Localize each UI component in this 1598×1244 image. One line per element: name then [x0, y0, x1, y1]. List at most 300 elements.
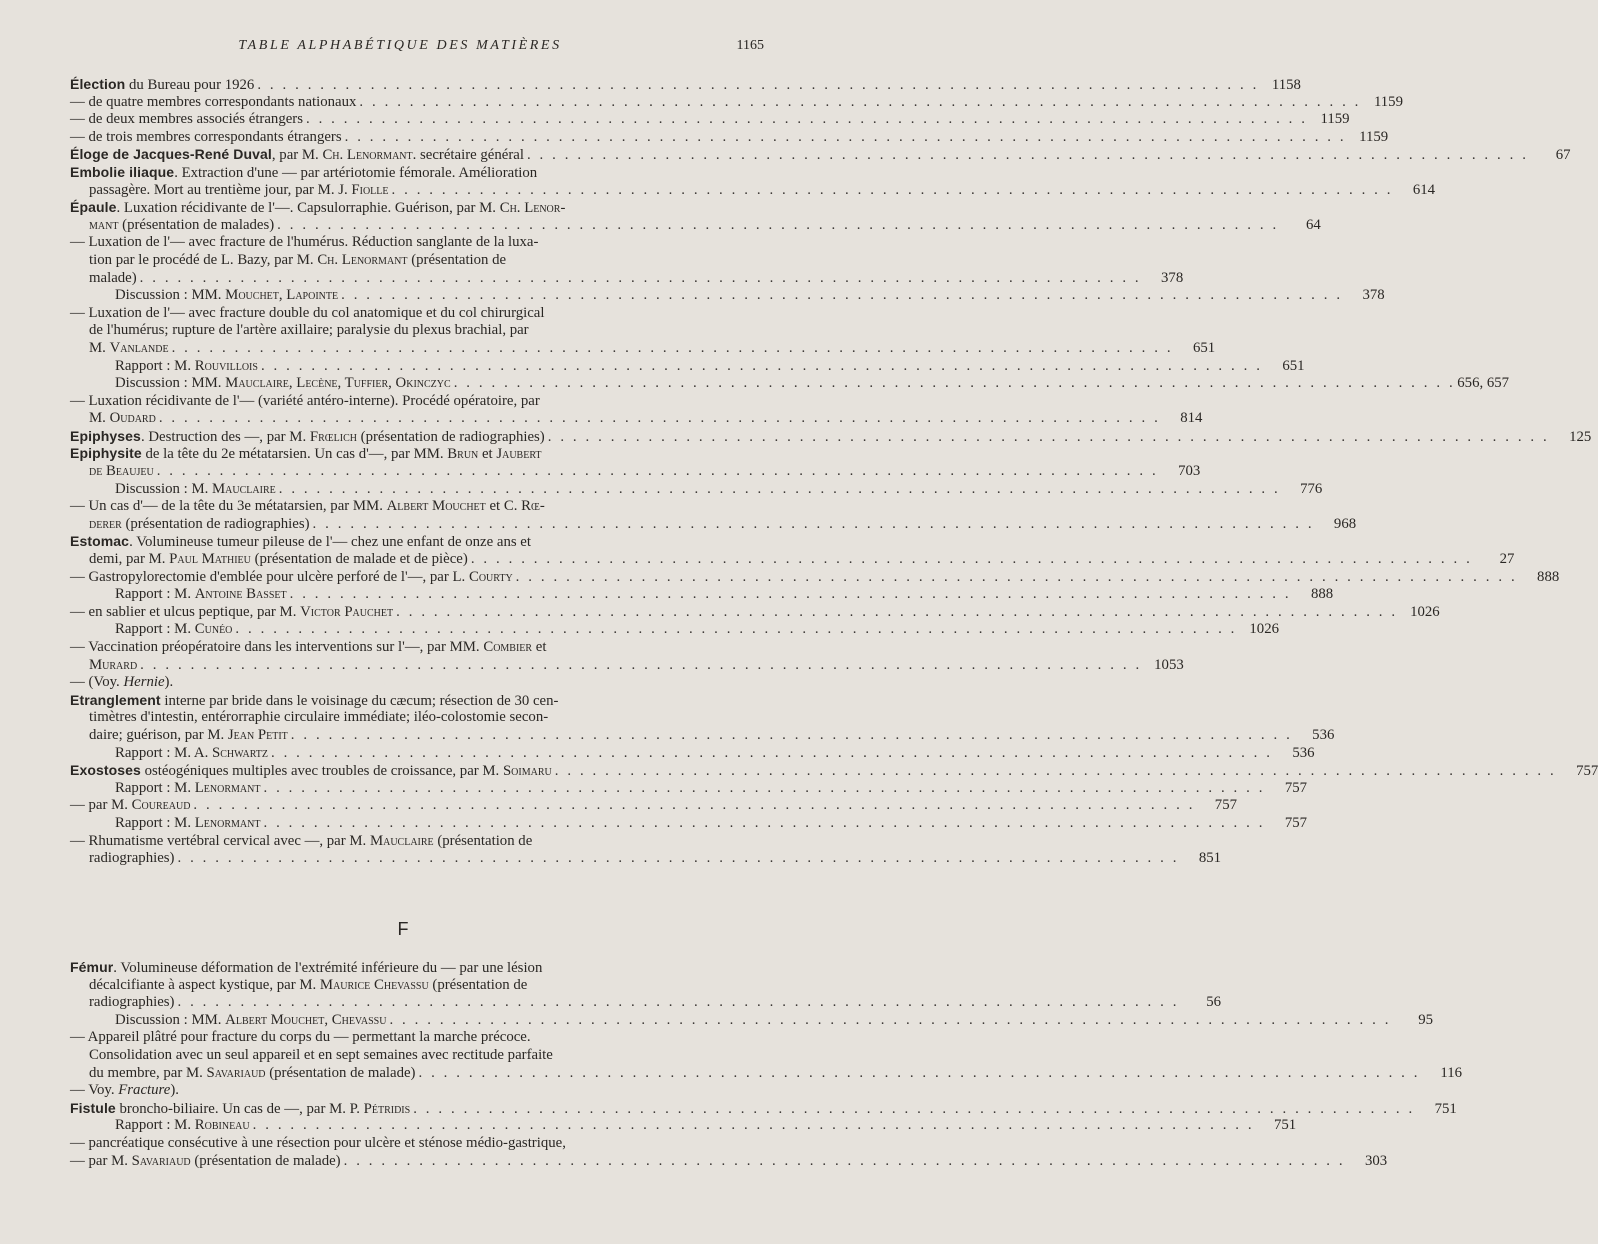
page-reference: 378: [1161, 269, 1184, 286]
entry-text: [70, 234, 538, 252]
entry-text-part: . Luxation récidivante de l'—. Capsulorraphie. Guérison, par M.: [116, 200, 500, 217]
entry-text-part: . Volumineuse tumeur pileuse de l'— chez une enfant de onze ans et: [129, 534, 531, 551]
index-entry-continuation: [70, 977, 736, 995]
entry-text-part: du Bureau pour 1926: [125, 77, 255, 93]
page-reference: 95: [1418, 1011, 1434, 1028]
entry-heading: Élection: [70, 76, 126, 92]
page-title: TABLE ALPHABÉTIQUE DES MATIÈRES: [238, 38, 562, 53]
entry-text-part: . Destruction des —, par M.: [140, 428, 310, 445]
index-entry: [70, 568, 1560, 587]
entry-text-part: Discussion : M.: [115, 480, 213, 497]
index-entry: [70, 146, 1571, 164]
dot-leader: . . . . . . . . . . . . . . . . . . . . . . . . . . . . . . . . . . . . . . . . . . . . . . . . . . . . . . . . . . . . . . . . . . . . . . . . . . . . . . . .: [156, 463, 1159, 480]
dot-leader: . . . . . . . . . . . . . . . . . . . . . . . . . . . . . . . . . . . . . . . . . . . . . . . . . . . . . . . . . . . . . . . . . . . . . . . . . . . . . . . .: [139, 269, 1142, 286]
page-reference: 614: [1412, 181, 1436, 198]
page-reference: 536: [1292, 744, 1315, 761]
author-name: Albert Mouchet: [386, 498, 486, 515]
page-reference: 125: [1569, 428, 1592, 445]
entry-text-part: — par M.: [70, 1152, 132, 1169]
dot-leader: . . . . . . . . . . . . . . . . . . . . . . . . . . . . . . . . . . . . . . . . . . . . . . . . . . . . . . . . . . . . . . . . . . . . . . . . . . . . . . . .: [341, 287, 1343, 304]
dot-leader: . . . . . . . . . . . . . . . . . . . . . . . . . . . . . . . . . . . . . . . . . . . . . . . . . . . . . . . . . . . . . . . . . . . . . . . . . . . . . . . .: [526, 147, 1529, 164]
entry-text-part: ).: [164, 674, 174, 691]
index-entry: [70, 692, 736, 710]
entry-text: [115, 586, 287, 604]
index-entry: [70, 76, 1301, 94]
dot-leader: . . . . . . . . . . . . . . . . . . . . . . . . . . . . . . . . . . . . . . . . . . . . . . . . . . . . . . . . . . . . . . . . . . . . . . . . . . . . . . . .: [396, 603, 1398, 620]
page-reference: 757: [1576, 763, 1598, 780]
author-name: Oudard: [109, 410, 156, 427]
entry-text-part: Rapport : M.: [115, 621, 195, 638]
dot-leader: . . . . . . . . . . . . . . . . . . . . . . . . . . . . . . . . . . . . . . . . . . . . . . . . . . . . . . . . . . . . . . . . . . . . . . . . . . . . . . . .: [547, 428, 1550, 445]
index-entry: [70, 199, 736, 217]
entry-text-part: tion par le procédé de L. Bazy, par M.: [89, 251, 318, 268]
entry-text: [89, 657, 137, 675]
entry-text-part: Discussion : MM.: [115, 375, 226, 392]
entry-text: [70, 1029, 531, 1047]
author-name: Frœlich: [309, 428, 357, 445]
entry-text-part: Rapport : M.: [115, 1117, 195, 1134]
entry-text-part: (présentation de radiographies): [356, 428, 545, 445]
entry-heading: Embolie iliaque: [70, 163, 175, 180]
dot-leader: . . . . . . . . . . . . . . . . . . . . . . . . . . . . . . . . . . . . . . . . . . . . . . . . . . . . . . . . . . . . . . . . . . . . . . . . . . . . . . . .: [193, 797, 1195, 814]
entry-text-part: broncho-biliaire. Un cas de —, par M. P.: [115, 1100, 364, 1117]
page-reference: 651: [1282, 357, 1305, 374]
dot-leader: . . . . . . . . . . . . . . . . . . . . . . . . . . . . . . . . . . . . . . . . . . . . . . . . . . . . . . . . . . . . . . . . . . . . . . . . . . . . . . . .: [140, 656, 1142, 673]
entry-text-part: — pancréatique consécutive à une résection pour ulcère et sténose médio-gastrique,: [70, 1134, 566, 1151]
index-entry-continuation: [70, 322, 736, 340]
index-entry: [70, 959, 736, 977]
entry-text: [70, 959, 542, 978]
entry-text: [115, 358, 258, 376]
entry-text-part: Consolidation avec un seul appareil et en sept semaines avec rectitude parfaite: [89, 1046, 553, 1063]
entry-heading: Estomac: [70, 533, 130, 550]
page-reference: 776: [1300, 480, 1323, 497]
dot-leader: . . . . . . . . . . . . . . . . . . . . . . . . . . . . . . . . . . . . . . . . . . . . . . . . . . . . . . . . . . . . . . . . . . . . . . . . . . . . . . . .: [389, 1011, 1392, 1028]
entry-heading: Exostoses: [70, 762, 141, 779]
index-entry: [70, 445, 736, 463]
entry-text: [89, 1047, 553, 1065]
author-name: de Beaujeu: [89, 463, 154, 480]
entry-text: [89, 182, 389, 200]
entry-heading: Fistule: [70, 1099, 116, 1116]
entry-text: [70, 1100, 410, 1119]
entry-text-part: — de deux membres associés étrangers: [70, 111, 303, 128]
author-name: Coureaud: [131, 797, 191, 814]
dot-leader: . . . . . . . . . . . . . . . . . . . . . . . . . . . . . . . . . . . . . . . . . . . . . . . . . . . . . . . . . . . . . . . . . . . . . . . . . . . . . . . .: [235, 621, 1237, 638]
page-reference: 814: [1180, 410, 1203, 427]
index-entry: [70, 1152, 1388, 1171]
entry-text: [70, 797, 190, 815]
entry-text: [70, 1135, 566, 1153]
dot-leader: . . . . . . . . . . . . . . . . . . . . . . . . . . . . . . . . . . . . . . . . . . . . . . . . . . . . . . . . . . . . . . . . . . . . . . . . . . . . . . . .: [277, 216, 1279, 233]
entry-text: [70, 164, 537, 183]
entry-text-part: ).: [170, 1082, 179, 1099]
author-name: Paul Mathieu: [169, 551, 251, 568]
entry-text-part: (présentation de malades): [118, 216, 275, 233]
index-subentry: [70, 1011, 1434, 1030]
dot-leader: . . . . . . . . . . . . . . . . . . . . . . . . . . . . . . . . . . . . . . . . . . . . . . . . . . . . . . . . . . . . . . . . . . . . . . . . . . . . . . . .: [270, 744, 1273, 761]
index-entry-continuation: [70, 726, 1335, 745]
dot-leader: . . . . . . . . . . . . . . . . . . . . . . . . . . . . . . . . . . . . . . . . . . . . . . . . . . . . . . . . . . . . . . . . . . . . . . . . . . . . . . . .: [171, 339, 1174, 356]
index-entry-continuation: [70, 709, 736, 727]
index-entry: [70, 797, 1237, 815]
entry-text-part: Fracture: [118, 1082, 171, 1099]
index-entry-continuation: [70, 1064, 1463, 1083]
entry-text-part: et: [532, 639, 547, 655]
index-entry-continuation: [70, 216, 1321, 235]
entry-text: [89, 850, 174, 868]
page-reference: 1159: [1373, 93, 1403, 110]
dot-leader: . . . . . . . . . . . . . . . . . . . . . . . . . . . . . . . . . . . . . . . . . . . . . . . . . . . . . . . . . . . . . . . . . . . . . . . . . . . . . . . .: [554, 763, 1557, 780]
index-subentry: [70, 621, 1279, 639]
entry-text: [89, 1065, 415, 1083]
page-reference: 536: [1312, 726, 1335, 743]
author-name: Brun: [447, 446, 479, 463]
dot-leader: . . . . . . . . . . . . . . . . . . . . . . . . . . . . . . . . . . . . . . . . . . . . . . . . . . . . . . . . . . . . . . . . . . . . . . . . . . . . . . . .: [418, 1064, 1421, 1081]
entry-heading: Epiphyses: [70, 427, 141, 444]
index-subentry: [70, 357, 1305, 376]
entry-text-part: passagère. Mort au trentième jour, par M. J.: [89, 181, 352, 198]
entry-text: [89, 217, 274, 235]
dot-leader: . . . . . . . . . . . . . . . . . . . . . . . . . . . . . . . . . . . . . . . . . . . . . . . . . . . . . . . . . . . . . . . . . . . . . . . . . . . . . . . .: [312, 515, 1315, 532]
index-subentry: [70, 375, 1510, 393]
entry-text-part: (présentation de: [407, 251, 507, 268]
entry-text-part: du membre, par M.: [89, 1064, 207, 1081]
index-entry-continuation: [70, 656, 1184, 675]
page-reference: 751: [1274, 1117, 1297, 1134]
page-reference: 651: [1192, 339, 1216, 356]
entry-text: [70, 498, 545, 516]
index-entry-continuation: [70, 850, 1222, 868]
index-entry: [70, 1029, 736, 1047]
page-reference: 1053: [1154, 656, 1184, 673]
entry-text-part: malade): [89, 269, 137, 286]
index-entry: [70, 128, 1389, 147]
author-name: Mouchet, Lapointe: [225, 287, 339, 304]
page-reference: 64: [1305, 216, 1321, 233]
index-subentry: [70, 744, 1315, 763]
author-name: Mauclaire: [212, 480, 276, 497]
index-entry: [70, 93, 1403, 112]
author-name: Lenormant: [194, 814, 261, 831]
entry-text: [115, 1012, 386, 1030]
author-name: Savariaud: [131, 1152, 191, 1169]
entry-text-part: Rapport : M. A.: [115, 744, 213, 761]
page-reference: 27: [1499, 551, 1515, 568]
page-reference: 1159: [1320, 111, 1350, 128]
entry-text-part: Discussion : MM.: [115, 1011, 226, 1028]
section-letter: F: [397, 919, 409, 939]
index-entry: [70, 234, 736, 252]
page-reference: 888: [1310, 586, 1334, 603]
index-entry: [70, 305, 736, 323]
entry-text-part: — Luxation de l'— avec fracture de l'humérus. Réduction sanglante de la luxa-: [70, 234, 539, 251]
entry-heading: Epiphysite: [70, 445, 142, 462]
entry-text-part: — Un cas d'— de la tête du 3e métatarsien, par MM.: [70, 498, 387, 515]
dot-leader: . . . . . . . . . . . . . . . . . . . . . . . . . . . . . . . . . . . . . . . . . . . . . . . . . . . . . . . . . . . . . . . . . . . . . . . . . . . . . . . .: [413, 1100, 1415, 1117]
author-name: Lenormant: [194, 779, 261, 796]
entry-text-part: radiographies): [89, 850, 175, 867]
author-name: Robineau: [194, 1117, 250, 1134]
index-entry-continuation: [70, 252, 736, 270]
author-name: Rouvillois: [194, 357, 258, 374]
entry-text: [115, 815, 260, 833]
index-entry: [70, 1082, 736, 1100]
entry-text-part: Hernie: [123, 674, 165, 691]
entry-text-part: — Luxation récidivante de l'— (variété antéro-interne). Procédé opératoire, par: [70, 392, 540, 409]
index-entry: [70, 833, 736, 851]
entry-text: [70, 199, 565, 218]
page-number: 1165: [736, 38, 764, 53]
index-entry: [70, 533, 736, 551]
page-reference: 378: [1362, 287, 1385, 304]
entry-text-part: M.: [89, 410, 110, 427]
author-name: Soimaru: [502, 763, 552, 780]
entry-text: [89, 270, 137, 288]
page-reference: 851: [1198, 850, 1222, 867]
author-name: Savariaud: [206, 1064, 266, 1081]
index-entry: [70, 427, 1592, 446]
entry-text: [89, 977, 527, 995]
dot-leader: . . . . . . . . . . . . . . . . . . . . . . . . . . . . . . . . . . . . . . . . . . . . . . . . . . . . . . . . . . . . . . . . . . . . . . . . . . . . . . . .: [263, 779, 1266, 796]
entry-text-part: de la tête du 2e métatarsien. Un cas d'—, par MM.: [141, 446, 448, 463]
entry-text: [89, 410, 156, 428]
author-name: Mauclaire: [369, 832, 434, 849]
author-name: Cunéo: [194, 621, 233, 638]
entry-text-part: Rapport : M.: [115, 814, 195, 831]
entry-text-part: Rapport : M.: [115, 586, 195, 603]
entry-text-part: — par M.: [70, 797, 132, 814]
entry-text: [70, 94, 356, 112]
entry-text: [89, 994, 174, 1012]
entry-text-part: Rapport : M.: [115, 779, 195, 796]
index-entry-continuation: [70, 551, 1515, 569]
author-name: Rœ-: [521, 498, 545, 515]
index-entry-continuation: [70, 269, 1184, 288]
author-name: Victor Pauchet: [300, 603, 394, 620]
page-reference: 56: [1206, 994, 1222, 1011]
entry-text-part: — de quatre membres correspondants nationaux: [70, 93, 357, 110]
entry-text-part: Rapport : M.: [115, 357, 195, 374]
entry-text-part: daire; guérison, par M.: [89, 726, 228, 743]
entry-text: [70, 639, 546, 657]
entry-text: [89, 516, 310, 534]
entry-text-part: , par M.: [271, 147, 323, 164]
index-entry: [70, 498, 736, 516]
entry-text: [115, 375, 451, 393]
entry-heading: Éloge de Jacques-René Duval: [70, 146, 272, 163]
dot-leader: . . . . . . . . . . . . . . . . . . . . . . . . . . . . . . . . . . . . . . . . . . . . . . . . . . . . . . . . . . . . . . . . . . . . . . . . . . . . . . . .: [515, 568, 1518, 585]
entry-text-part: — (Voy.: [70, 674, 124, 691]
entry-text-part: et C.: [485, 498, 522, 515]
entry-text: [70, 533, 531, 552]
entry-text: [70, 305, 545, 323]
author-name: Albert Mouchet, Chevassu: [225, 1011, 387, 1028]
index-section-f: [70, 903, 1463, 1170]
entry-text-part: ostéogéniques multiples avec troubles de croissance, par M.: [140, 763, 503, 780]
dot-leader: . . . . . . . . . . . . . . . . . . . . . . . . . . . . . . . . . . . . . . . . . . . . . . . . . . . . . . . . . . . . . . . . . . . . . . . . . . . . . . . .: [158, 410, 1161, 427]
entry-text: [70, 604, 393, 622]
entry-heading: Etranglement: [70, 691, 161, 708]
entry-text-part: . secrétaire général: [412, 147, 524, 164]
dot-leader: . . . . . . . . . . . . . . . . . . . . . . . . . . . . . . . . . . . . . . . . . . . . . . . . . . . . . . . . . . . . . . . . . . . . . . . . . . . . . . . .: [344, 128, 1347, 145]
entry-text-part: (présentation de: [428, 976, 528, 993]
entry-text: [70, 428, 545, 447]
author-name: Mauclaire, Lecène, Tuffier, Okinczyc: [225, 375, 451, 392]
entry-text-part: (présentation de: [433, 832, 533, 849]
author-name: Ch. Lenor-: [499, 200, 566, 217]
page-reference: 1159: [1359, 128, 1389, 145]
index-entry: [70, 1135, 736, 1153]
index-entry-continuation: [70, 515, 1357, 534]
author-name: derer: [89, 515, 122, 532]
entry-text: [70, 674, 173, 692]
entry-text-part: (présentation de malade et de pièce): [250, 551, 468, 568]
entry-text-part: — en sablier et ulcus peptique, par M.: [70, 603, 301, 620]
entry-text-part: — Appareil plâtré pour fracture du corps du — permettant la marche précoce.: [70, 1029, 531, 1046]
page-reference: 1026: [1249, 621, 1279, 638]
dot-leader: . . . . . . . . . . . . . . . . . . . . . . . . . . . . . . . . . . . . . . . . . . . . . . . . . . . . . . . . . . . . . . . . . . . . . . . . . . . . . . . .: [359, 93, 1361, 110]
entry-text: [70, 1153, 341, 1171]
page-reference: 757: [1214, 797, 1237, 814]
page-reference: 1158: [1271, 77, 1301, 93]
entry-text: [70, 393, 540, 411]
entry-text: [70, 833, 532, 851]
entry-text: [115, 1117, 250, 1135]
dot-leader: . . . . . . . . . . . . . . . . . . . . . . . . . . . . . . . . . . . . . . . . . . . . . . . . . . . . . . . . . . . . . . . . . . . . . . . . . . . . . . . .: [305, 111, 1308, 128]
entry-text: [115, 745, 268, 763]
entry-text: [70, 111, 303, 129]
entry-text: [70, 146, 524, 165]
page-reference: 968: [1333, 515, 1357, 532]
entry-text-part: M.: [89, 339, 110, 356]
dot-leader: . . . . . . . . . . . . . . . . . . . . . . . . . . . . . . . . . . . . . . . . . . . . . . . . . . . . . . . . . . . . . . . . . . . . . . . . . . . . . . . .: [453, 375, 1456, 392]
index-subentry: [70, 779, 1308, 798]
index-subentry: [70, 586, 1334, 604]
entry-text-part: décalcifiante à aspect kystique, par M.: [89, 976, 320, 993]
entry-text: [89, 322, 529, 340]
entry-text-part: — Gastropylorectomie d'emblée pour ulcère perforé de l'—, par L.: [70, 568, 469, 585]
page-reference: 757: [1284, 814, 1308, 831]
entry-text-part: . Volumineuse déformation de l'extrémité inférieure du — par une lésion: [113, 960, 543, 976]
entry-text-part: — Vaccination préopératoire dans les interventions sur l'—, par MM.: [70, 639, 484, 655]
author-name: Ch. Lenormant: [322, 147, 413, 164]
index-entry-continuation: [70, 994, 1222, 1012]
entry-text: [89, 252, 506, 270]
index-entry-continuation: [70, 1047, 736, 1065]
author-name: Courty: [468, 568, 513, 585]
entry-text-part: — de trois membres correspondants étrangers: [70, 128, 342, 145]
author-name: Jaubert: [496, 446, 542, 463]
author-name: Murard: [89, 656, 138, 673]
entry-text-part: — Luxation de l'— avec fracture double du col anatomique et du col chirurgical: [70, 304, 545, 321]
entry-text: [70, 692, 558, 711]
dot-leader: . . . . . . . . . . . . . . . . . . . . . . . . . . . . . . . . . . . . . . . . . . . . . . . . . . . . . . . . . . . . . . . . . . . . . . . . . . . . . . . .: [257, 77, 1259, 93]
entry-text-part: — Rhumatisme vertébral cervical avec —, par M.: [70, 832, 370, 849]
index-entry-continuation: [70, 463, 1201, 481]
index-section-e: [70, 76, 1598, 868]
entry-text: [70, 76, 254, 95]
entry-text: [70, 569, 513, 587]
dot-leader: . . . . . . . . . . . . . . . . . . . . . . . . . . . . . . . . . . . . . . . . . . . . . . . . . . . . . . . . . . . . . . . . . . . . . . . . . . . . . . . .: [263, 814, 1266, 831]
entry-text: [89, 340, 169, 358]
index-entry: [70, 393, 736, 411]
dot-leader: . . . . . . . . . . . . . . . . . . . . . . . . . . . . . . . . . . . . . . . . . . . . . . . . . . . . . . . . . . . . . . . . . . . . . . . . . . . . . . . .: [252, 1117, 1255, 1134]
entry-text: [115, 621, 232, 639]
author-name: Maurice Chevassu: [319, 976, 429, 993]
index-lines: [70, 959, 1463, 1170]
index-entry: [70, 674, 736, 692]
index-entry-continuation: [70, 410, 1203, 428]
author-name: Vanlande: [109, 339, 169, 356]
entry-text: [89, 551, 468, 569]
entry-text: [89, 709, 548, 727]
author-name: Ch. Lenormant: [317, 251, 408, 268]
index-entry: [70, 762, 1598, 780]
index-subentry: [70, 814, 1308, 833]
page-reference: 757: [1284, 779, 1308, 796]
entry-text-part: . Extraction d'une — par artériotomie fémorale. Amélioration: [174, 164, 538, 181]
page-reference: 303: [1364, 1152, 1388, 1169]
author-name: Pétridis: [363, 1100, 411, 1117]
page-reference: 116: [1440, 1064, 1463, 1081]
dot-leader: . . . . . . . . . . . . . . . . . . . . . . . . . . . . . . . . . . . . . . . . . . . . . . . . . . . . . . . . . . . . . . . . . . . . . . . . . . . . . . . .: [260, 357, 1263, 374]
entry-text: [115, 287, 338, 305]
page-reference: 703: [1178, 463, 1201, 480]
running-header: [0, 38, 800, 58]
entry-text-part: et: [478, 446, 497, 463]
index-entry: [70, 639, 736, 657]
dot-leader: . . . . . . . . . . . . . . . . . . . . . . . . . . . . . . . . . . . . . . . . . . . . . . . . . . . . . . . . . . . . . . . . . . . . . . . . . . . . . . . .: [470, 551, 1473, 568]
dot-leader: . . . . . . . . . . . . . . . . . . . . . . . . . . . . . . . . . . . . . . . . . . . . . . . . . . . . . . . . . . . . . . . . . . . . . . . . . . . . . . . .: [177, 994, 1180, 1011]
entry-text-part: timètres d'intestin, entérorraphie circulaire immédiate; iléo-colostomie secon-: [89, 709, 549, 726]
index-entry: [70, 1099, 1457, 1118]
author-name: Combier: [483, 639, 533, 655]
entry-text-part: (présentation de radiographies): [121, 515, 310, 532]
entry-heading: Épaule: [70, 199, 117, 216]
page-reference: 656, 657: [1457, 375, 1510, 392]
index-entry-continuation: [70, 339, 1216, 358]
author-name: Antoine Basset: [194, 586, 287, 603]
author-name: Fiolle: [351, 181, 389, 198]
dot-leader: . . . . . . . . . . . . . . . . . . . . . . . . . . . . . . . . . . . . . . . . . . . . . . . . . . . . . . . . . . . . . . . . . . . . . . . . . . . . . . . .: [278, 480, 1281, 497]
entry-text: [70, 445, 542, 464]
index-subentry: [70, 287, 1385, 305]
entry-text-part: interne par bride dans le voisinage du cæcum; résection de 30 cen-: [160, 692, 559, 709]
entry-text: [70, 1082, 179, 1100]
page-reference: 888: [1537, 568, 1560, 585]
entry-text-part: (présentation de malade): [265, 1064, 416, 1081]
dot-leader: . . . . . . . . . . . . . . . . . . . . . . . . . . . . . . . . . . . . . . . . . . . . . . . . . . . . . . . . . . . . . . . . . . . . . . . . . . . . . . . .: [391, 181, 1394, 198]
entry-text-part: — Voy.: [70, 1082, 119, 1099]
entry-text: [70, 762, 552, 781]
author-name: Jean Petit: [227, 726, 288, 743]
entry-text-part: Discussion : MM.: [115, 287, 226, 304]
index-entry: [70, 164, 736, 182]
entry-text-part: radiographies): [89, 994, 175, 1011]
index-entry: [70, 603, 1440, 622]
entry-text: [89, 463, 154, 481]
index-entry-continuation: [70, 181, 1436, 200]
dot-leader: . . . . . . . . . . . . . . . . . . . . . . . . . . . . . . . . . . . . . . . . . . . . . . . . . . . . . . . . . . . . . . . . . . . . . . . . . . . . . . . .: [343, 1152, 1346, 1169]
entry-text-part: (présentation de malade): [190, 1152, 341, 1169]
page-reference: 1026: [1410, 603, 1440, 620]
page-reference: 67: [1555, 147, 1571, 164]
entry-text: [89, 727, 288, 745]
entry-text-part: demi, par M.: [89, 551, 170, 568]
author-name: mant: [89, 216, 119, 233]
entry-heading: Fémur: [70, 959, 114, 975]
